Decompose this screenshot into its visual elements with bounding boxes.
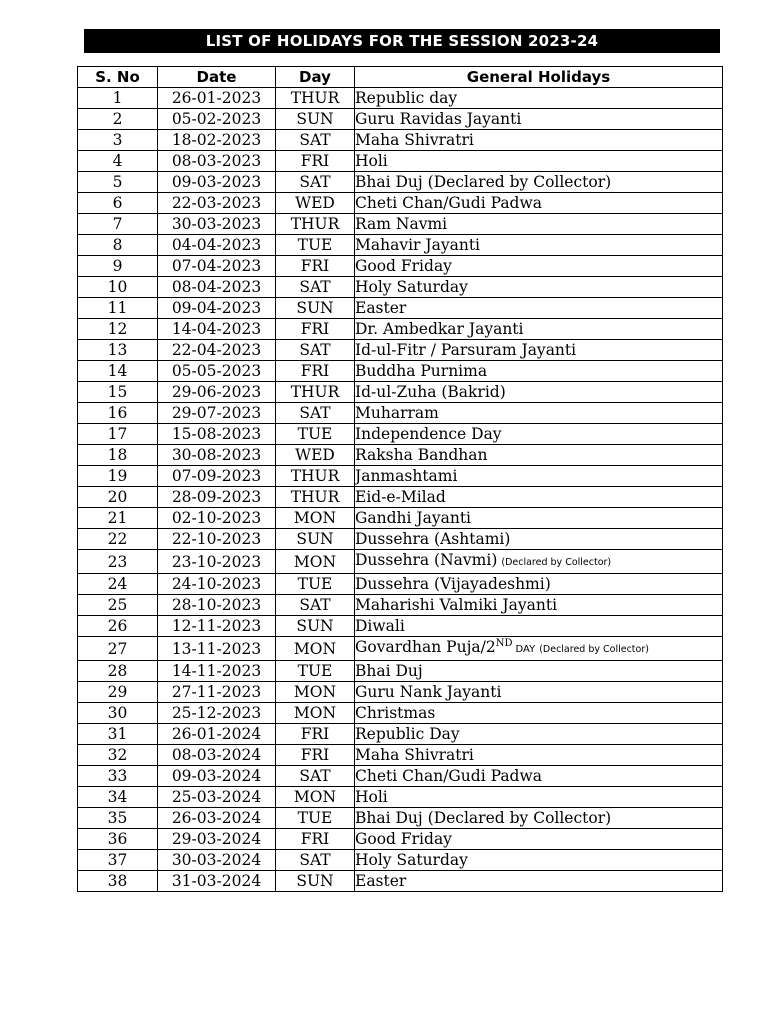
date-cell: 07-09-2023: [158, 466, 276, 487]
day-cell: SAT: [276, 340, 355, 361]
day-cell: SUN: [276, 109, 355, 130]
holiday-name: Cheti Chan/Gudi Padwa: [355, 767, 542, 785]
date-cell: 09-03-2023: [158, 172, 276, 193]
holiday-name: Raksha Bandhan: [355, 446, 488, 464]
holiday-name: Independence Day: [355, 425, 502, 443]
column-header-day: Day: [276, 67, 355, 88]
holiday-name: Christmas: [355, 704, 436, 722]
holiday-name-cell: [355, 109, 723, 130]
day-cell: FRI: [276, 361, 355, 382]
serial-number-cell: 25: [78, 595, 158, 616]
holiday-name-cell: [355, 574, 723, 595]
table-row: [78, 109, 723, 130]
date-cell: 30-03-2024: [158, 850, 276, 871]
day-cell: TUE: [276, 661, 355, 682]
holiday-name: Holi: [355, 152, 388, 170]
column-header-sno: S. No: [78, 67, 158, 88]
holiday-name: Maharishi Valmiki Jayanti: [355, 596, 558, 614]
holiday-name: Maha Shivratri: [355, 746, 474, 764]
holiday-name: Janmashtami: [355, 467, 458, 485]
table-row: [78, 172, 723, 193]
day-cell: TUE: [276, 808, 355, 829]
date-cell: 22-04-2023: [158, 340, 276, 361]
table-row: [78, 595, 723, 616]
table-row: [78, 871, 723, 892]
header-row: [78, 67, 723, 88]
table-row: [78, 88, 723, 109]
serial-number-cell: 22: [78, 529, 158, 550]
day-cell: SUN: [276, 298, 355, 319]
page-title: LIST OF HOLIDAYS FOR THE SESSION 2023-24: [84, 29, 720, 53]
serial-number-cell: 24: [78, 574, 158, 595]
serial-number-cell: 33: [78, 766, 158, 787]
date-cell: 22-03-2023: [158, 193, 276, 214]
holiday-name-cell: [355, 766, 723, 787]
serial-number-cell: 14: [78, 361, 158, 382]
holiday-name-cell: [355, 256, 723, 277]
column-header-holiday: General Holidays: [355, 67, 723, 88]
holiday-name-cell: [355, 445, 723, 466]
table-row: [78, 403, 723, 424]
date-cell: 29-03-2024: [158, 829, 276, 850]
holiday-name-cell: [355, 808, 723, 829]
holiday-name-cell: [355, 466, 723, 487]
day-cell: WED: [276, 445, 355, 466]
day-cell: FRI: [276, 724, 355, 745]
day-cell: SAT: [276, 130, 355, 151]
serial-number-cell: 17: [78, 424, 158, 445]
holiday-name: Maha Shivratri: [355, 131, 474, 149]
table-row: [78, 193, 723, 214]
date-cell: 25-03-2024: [158, 787, 276, 808]
holiday-name: Id-ul-Fitr / Parsuram Jayanti: [355, 341, 577, 359]
date-cell: 13-11-2023: [158, 637, 276, 661]
holiday-name-cell: [355, 424, 723, 445]
table-body: [78, 88, 723, 892]
ordinal-suffix: ND: [495, 637, 513, 649]
table-row: [78, 766, 723, 787]
holiday-name-cell: [355, 703, 723, 724]
holiday-name: Dussehra (Ashtami): [355, 530, 511, 548]
serial-number-cell: 13: [78, 340, 158, 361]
day-cell: FRI: [276, 745, 355, 766]
holiday-name-cell: [355, 319, 723, 340]
serial-number-cell: 35: [78, 808, 158, 829]
date-cell: 18-02-2023: [158, 130, 276, 151]
day-cell: WED: [276, 193, 355, 214]
date-cell: 29-06-2023: [158, 382, 276, 403]
date-cell: 05-05-2023: [158, 361, 276, 382]
serial-number-cell: 28: [78, 661, 158, 682]
date-cell: 30-08-2023: [158, 445, 276, 466]
date-cell: 08-03-2024: [158, 745, 276, 766]
holiday-name-cell: [355, 508, 723, 529]
holiday-name-cell: [355, 745, 723, 766]
table-row: [78, 235, 723, 256]
date-cell: 28-09-2023: [158, 487, 276, 508]
table-row: [78, 256, 723, 277]
serial-number-cell: 20: [78, 487, 158, 508]
holiday-name: Dussehra (Vijayadeshmi): [355, 575, 551, 593]
serial-number-cell: 19: [78, 466, 158, 487]
date-cell: 22-10-2023: [158, 529, 276, 550]
holiday-name: Diwali: [355, 617, 405, 635]
serial-number-cell: 4: [78, 151, 158, 172]
date-cell: 12-11-2023: [158, 616, 276, 637]
day-cell: THUR: [276, 88, 355, 109]
table-row: [78, 850, 723, 871]
day-cell: THUR: [276, 466, 355, 487]
holiday-name-cell: [355, 340, 723, 361]
table-row: [78, 277, 723, 298]
table-row: [78, 424, 723, 445]
holiday-name-cell: [355, 829, 723, 850]
serial-number-cell: 29: [78, 682, 158, 703]
day-cell: MON: [276, 550, 355, 574]
holiday-name: Good Friday: [355, 830, 452, 848]
holiday-name: Dr. Ambedkar Jayanti: [355, 320, 524, 338]
table-row: [78, 466, 723, 487]
date-cell: 07-04-2023: [158, 256, 276, 277]
date-cell: 14-11-2023: [158, 661, 276, 682]
holiday-name-cell: [355, 550, 723, 574]
holiday-name-cell: [355, 871, 723, 892]
day-cell: SAT: [276, 595, 355, 616]
serial-number-cell: 18: [78, 445, 158, 466]
serial-number-cell: 36: [78, 829, 158, 850]
serial-number-cell: 31: [78, 724, 158, 745]
holiday-name-cell: [355, 277, 723, 298]
holiday-name: Holy Saturday: [355, 278, 468, 296]
serial-number-cell: 15: [78, 382, 158, 403]
date-cell: 26-03-2024: [158, 808, 276, 829]
day-cell: SAT: [276, 403, 355, 424]
holiday-name-cell: [355, 130, 723, 151]
holiday-name-cell: [355, 616, 723, 637]
date-cell: 08-04-2023: [158, 277, 276, 298]
day-cell: FRI: [276, 256, 355, 277]
date-cell: 29-07-2023: [158, 403, 276, 424]
holiday-name-cell: [355, 595, 723, 616]
serial-number-cell: 1: [78, 88, 158, 109]
serial-number-cell: 16: [78, 403, 158, 424]
day-cell: SAT: [276, 850, 355, 871]
date-cell: 25-12-2023: [158, 703, 276, 724]
table-row: [78, 214, 723, 235]
table-row: [78, 661, 723, 682]
date-cell: 26-01-2023: [158, 88, 276, 109]
holiday-name: Govardhan Puja/2: [355, 638, 496, 656]
holiday-name-cell: [355, 787, 723, 808]
date-cell: 26-01-2024: [158, 724, 276, 745]
holiday-name: Muharram: [355, 404, 439, 422]
date-cell: 15-08-2023: [158, 424, 276, 445]
column-header-date: Date: [158, 67, 276, 88]
day-cell: FRI: [276, 319, 355, 340]
serial-number-cell: 37: [78, 850, 158, 871]
serial-number-cell: 21: [78, 508, 158, 529]
holiday-name-cell: [355, 214, 723, 235]
holiday-name: Easter: [355, 299, 407, 317]
table-row: [78, 382, 723, 403]
table-row: [78, 703, 723, 724]
holiday-name-cell: [355, 172, 723, 193]
holiday-name: Mahavir Jayanti: [355, 236, 481, 254]
table-row: [78, 829, 723, 850]
table-row: [78, 529, 723, 550]
table-row: [78, 724, 723, 745]
day-cell: SAT: [276, 277, 355, 298]
day-cell: TUE: [276, 235, 355, 256]
holiday-name-cell: [355, 724, 723, 745]
day-cell: TUE: [276, 424, 355, 445]
holiday-name-cell: [355, 682, 723, 703]
day-cell: FRI: [276, 829, 355, 850]
day-cell: SUN: [276, 616, 355, 637]
table-row: [78, 361, 723, 382]
table-row: [78, 787, 723, 808]
serial-number-cell: 7: [78, 214, 158, 235]
holiday-name: Eid-e-Milad: [355, 488, 446, 506]
day-cell: THUR: [276, 382, 355, 403]
holiday-name: Buddha Purnima: [355, 362, 488, 380]
holiday-name-cell: [355, 637, 723, 661]
serial-number-cell: 34: [78, 787, 158, 808]
date-cell: 09-04-2023: [158, 298, 276, 319]
holiday-name-cell: [355, 403, 723, 424]
serial-number-cell: 27: [78, 637, 158, 661]
holiday-name-cell: [355, 661, 723, 682]
holiday-name: Guru Ravidas Jayanti: [355, 110, 522, 128]
serial-number-cell: 38: [78, 871, 158, 892]
holiday-name-cell: [355, 850, 723, 871]
table-row: [78, 319, 723, 340]
serial-number-cell: 6: [78, 193, 158, 214]
day-cell: MON: [276, 787, 355, 808]
serial-number-cell: 26: [78, 616, 158, 637]
holiday-name: Holy Saturday: [355, 851, 468, 869]
date-cell: 24-10-2023: [158, 574, 276, 595]
table-row: [78, 574, 723, 595]
table-row: [78, 151, 723, 172]
date-cell: 09-03-2024: [158, 766, 276, 787]
declared-note: (Declared by Collector): [501, 557, 612, 568]
table-row: [78, 616, 723, 637]
declared-note: (Declared by Collector): [539, 644, 649, 655]
holiday-name-cell: [355, 487, 723, 508]
holiday-name: Good Friday: [355, 257, 452, 275]
holiday-name: Bhai Duj (Declared by Collector): [355, 173, 612, 191]
day-cell: MON: [276, 682, 355, 703]
day-cell: MON: [276, 703, 355, 724]
table-row: [78, 298, 723, 319]
serial-number-cell: 8: [78, 235, 158, 256]
table-row: [78, 808, 723, 829]
holiday-name: Cheti Chan/Gudi Padwa: [355, 194, 542, 212]
holiday-name: Guru Nank Jayanti: [355, 683, 502, 701]
serial-number-cell: 10: [78, 277, 158, 298]
serial-number-cell: 9: [78, 256, 158, 277]
holiday-name: Easter: [355, 872, 407, 890]
date-cell: 08-03-2023: [158, 151, 276, 172]
date-cell: 05-02-2023: [158, 109, 276, 130]
holiday-name-cell: [355, 382, 723, 403]
serial-number-cell: 5: [78, 172, 158, 193]
day-cell: SUN: [276, 529, 355, 550]
table-row: [78, 550, 723, 574]
table-row: [78, 637, 723, 661]
table-row: [78, 508, 723, 529]
date-cell: 02-10-2023: [158, 508, 276, 529]
holiday-name-cell: [355, 151, 723, 172]
holiday-name: Republic Day: [355, 725, 460, 743]
day-cell: MON: [276, 637, 355, 661]
date-cell: 14-04-2023: [158, 319, 276, 340]
table-row: [78, 445, 723, 466]
date-cell: 27-11-2023: [158, 682, 276, 703]
holiday-name-cell: [355, 235, 723, 256]
holiday-name-cell: [355, 361, 723, 382]
table-row: [78, 130, 723, 151]
serial-number-cell: 3: [78, 130, 158, 151]
day-suffix: DAY: [515, 644, 536, 655]
date-cell: 23-10-2023: [158, 550, 276, 574]
serial-number-cell: 12: [78, 319, 158, 340]
serial-number-cell: 23: [78, 550, 158, 574]
date-cell: 31-03-2024: [158, 871, 276, 892]
serial-number-cell: 11: [78, 298, 158, 319]
holiday-name-cell: [355, 193, 723, 214]
table-row: [78, 682, 723, 703]
table-row: [78, 487, 723, 508]
table-row: [78, 340, 723, 361]
holiday-name-cell: [355, 88, 723, 109]
date-cell: 30-03-2023: [158, 214, 276, 235]
holiday-table: [77, 66, 723, 892]
day-cell: THUR: [276, 487, 355, 508]
date-cell: 28-10-2023: [158, 595, 276, 616]
serial-number-cell: 30: [78, 703, 158, 724]
table-row: [78, 745, 723, 766]
holiday-name: Republic day: [355, 89, 458, 107]
day-cell: MON: [276, 508, 355, 529]
holiday-name: Bhai Duj: [355, 662, 423, 680]
date-cell: 04-04-2023: [158, 235, 276, 256]
day-cell: SAT: [276, 172, 355, 193]
holiday-name: Ram Navmi: [355, 215, 448, 233]
holiday-name-cell: [355, 529, 723, 550]
holiday-name-cell: [355, 298, 723, 319]
holiday-name: Bhai Duj (Declared by Collector): [355, 809, 612, 827]
table-header: [78, 67, 723, 88]
holiday-name: Holi: [355, 788, 388, 806]
day-cell: FRI: [276, 151, 355, 172]
holiday-name: Dussehra (Navmi): [355, 551, 498, 569]
holiday-name: Id-ul-Zuha (Bakrid): [355, 383, 506, 401]
day-cell: SAT: [276, 766, 355, 787]
day-cell: SUN: [276, 871, 355, 892]
serial-number-cell: 32: [78, 745, 158, 766]
day-cell: TUE: [276, 574, 355, 595]
day-cell: THUR: [276, 214, 355, 235]
serial-number-cell: 2: [78, 109, 158, 130]
holiday-name: Gandhi Jayanti: [355, 509, 472, 527]
